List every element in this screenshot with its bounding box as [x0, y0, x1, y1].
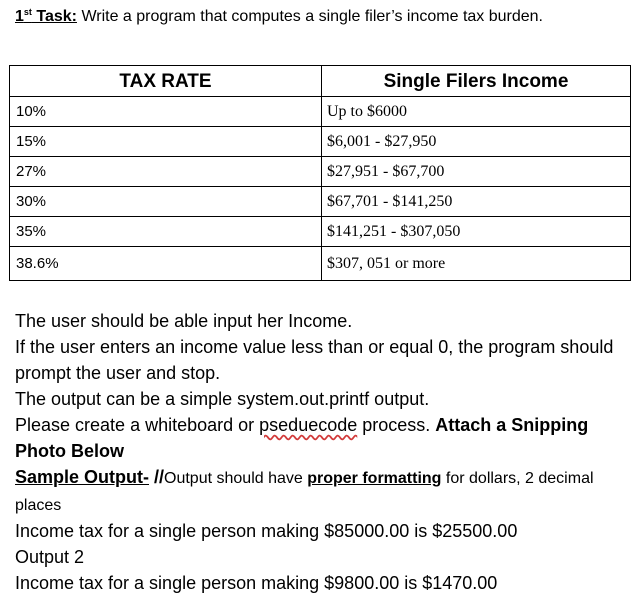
rate-cell: 10% [10, 97, 322, 127]
table-row [10, 187, 631, 217]
income-cell: $67,701 - $141,250 [322, 187, 631, 217]
instruction-input-income: The user should be able input her Income. [15, 311, 353, 331]
table-row [10, 247, 631, 281]
header-single-filers-income: Single Filers Income [322, 66, 631, 97]
rate-cell: 27% [10, 157, 322, 187]
sample-output-2: Income tax for a single person making $9800.00 is $1470.00 [15, 573, 498, 593]
rate-cell: 15% [10, 127, 322, 157]
tax-rate-table [9, 65, 631, 281]
rate-cell: 38.6% [10, 247, 322, 281]
table-row [10, 127, 631, 157]
task-heading [15, 4, 625, 29]
income-cell: $307, 051 or more [322, 247, 631, 281]
sample-output-heading: Sample Output- //Output should have proper formatting for dollars, 2 decimal places [15, 467, 594, 514]
misspelled-word: pseduecode [259, 415, 358, 435]
income-cell: $27,951 - $67,700 [322, 157, 631, 187]
table-row [10, 97, 631, 127]
instruction-validation: If the user enters an income value less than or equal 0, the program should prompt the user and stop. [15, 337, 614, 383]
task-label: 1st Task: [15, 7, 77, 25]
table-row [10, 217, 631, 247]
income-cell: $141,251 - $307,050 [322, 217, 631, 247]
output-2-label: Output 2 [15, 547, 85, 567]
instructions-block [15, 308, 635, 596]
income-cell: Up to $6000 [322, 97, 631, 127]
sample-output-1: Income tax for a single person making $85000.00 is $25500.00 [15, 521, 518, 541]
header-tax-rate: TAX RATE [10, 66, 322, 97]
rate-cell: 30% [10, 187, 322, 217]
table-row [10, 157, 631, 187]
attach-snipping-note: Attach a Snipping Photo Below [15, 415, 589, 461]
proper-formatting-note: proper formatting [307, 470, 442, 487]
rate-cell: 35% [10, 217, 322, 247]
instruction-pseudocode: Please create a whiteboard or pseduecode process. Attach a Snipping Photo Below [15, 415, 589, 461]
table-header-row [10, 66, 631, 97]
instruction-output: The output can be a simple system.out.printf output. [15, 389, 430, 409]
sample-output-label: Sample Output- [15, 467, 149, 487]
income-cell: $6,001 - $27,950 [322, 127, 631, 157]
task-description: Write a program that computes a single filer’s income tax burden. [81, 8, 543, 25]
